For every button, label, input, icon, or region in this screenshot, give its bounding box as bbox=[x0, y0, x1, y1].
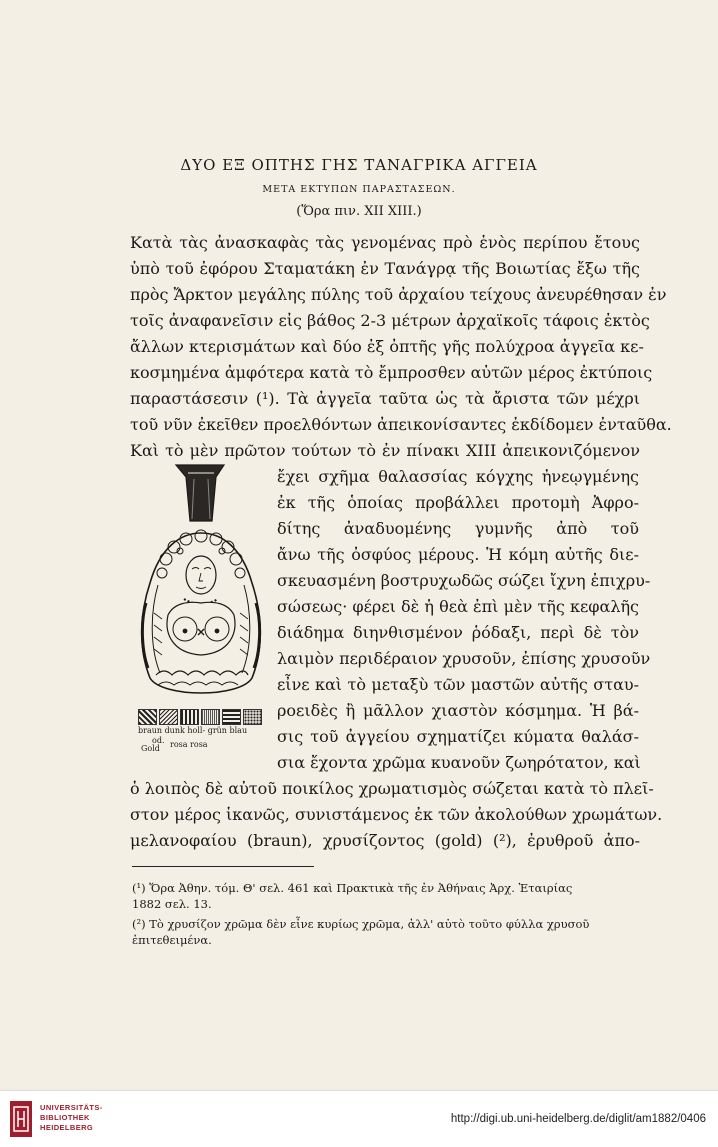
body-line: σκευασμένη βοστρυχωδῶς σώζει ἴχνη ἐπιχρυ- bbox=[277, 571, 651, 590]
body-line: παραστάσεσιν (¹). Τὰ ἀγγεῖα ταῦτα ὡς τὰ ἄριστα τῶν μέχρι bbox=[130, 389, 640, 408]
body-line: Καὶ τὸ μὲν πρῶτον τούτων τὸ ἐν πίνακι XIII ἀπεικονιζόμενον bbox=[130, 441, 640, 460]
library-name bbox=[40, 1103, 103, 1133]
library-name-line3: HEIDELBERG bbox=[40, 1123, 94, 1132]
body-line: μελανοφαίου (braun), χρυσίζοντος (gold) (²), ἐρυθροῦ ἀπο- bbox=[130, 831, 640, 850]
body-line: σις τοῦ ἀγγείου σχηματίζει κύματα θαλάσ- bbox=[277, 727, 639, 746]
swatch-label-top: braun dunk holl- grün blau bbox=[138, 726, 248, 735]
library-name-line1: UNIVERSITÄTS- bbox=[40, 1103, 103, 1112]
vase-illustration bbox=[132, 463, 270, 703]
footnote-1-cont: 1882 σελ. 13. bbox=[132, 897, 212, 911]
body-line: ὑπὸ τοῦ ἐφόρου Σταματάκη ἐν Τανάγρᾳ τῆς Βοιωτίας ἔξω τῆς bbox=[130, 259, 640, 278]
article-title: ΔΥΟ ΕΞ ΟΠΤΗΣ ΓΗΣ ΤΑΝΑΓΡΙΚΑ ΑΓΓΕΙΑ bbox=[180, 156, 538, 174]
swatch-label-rosa: rosa rosa bbox=[170, 740, 208, 749]
library-name-line2: BIBLIOTHEK bbox=[40, 1113, 90, 1122]
body-line: δίτης ἀναδυομένης γυμνῆς ἀπὸ τοῦ bbox=[277, 519, 639, 538]
swatch-gruen bbox=[222, 709, 241, 725]
body-line: σώσεως· φέρει δὲ ἡ θεὰ ἐπὶ μὲν τῆς κεφαλῆς bbox=[277, 597, 639, 616]
body-line: στον μέρος ἱκανῶς, συνιστάμενος ἐκ τῶν ἀκολούθων χρωμάτων. bbox=[130, 805, 663, 824]
body-line: σια ἔχοντα χρῶμα κυανοῦν ζωηρότατον, καὶ bbox=[277, 753, 641, 772]
footnote-2-cont: ἐπιτεθειμένα. bbox=[132, 933, 212, 947]
body-line: διάδημα διηνθισμένον ῥόδαξι, περὶ δὲ τὸν bbox=[277, 623, 639, 642]
footnote-divider bbox=[132, 866, 314, 867]
body-line: ἔχει σχῆμα θαλασσίας κόγχης ἠνεῳγμένης bbox=[277, 467, 639, 486]
article-subtitle: ΜΕΤΑ ΕΚΤΥΠΩΝ ΠΑΡΑΣΤΑΣΕΩΝ. bbox=[262, 184, 456, 195]
plate-reference: (Ὅρα πιν. XII XIII.) bbox=[296, 204, 422, 219]
body-line: Κατὰ τὰς ἀνασκαφὰς τὰς γενομένας πρὸ ἑνὸς περίπου ἔτους bbox=[130, 233, 640, 252]
body-line: ἄνω τῆς ὀσφύος μέρους. Ἡ κόμη αὐτῆς διε- bbox=[277, 545, 639, 564]
body-line: ἄλλων κτερισμάτων καὶ δύο ἐξ ὀπτῆς γῆς πολύχροα ἀγγεῖα κε- bbox=[130, 337, 644, 356]
body-line: τοῖς ἀναφανεῖσιν εἰς βάθος 2-3 μέτρων ἀρχαϊκοῖς τάφοις ἐκτὸς bbox=[130, 311, 650, 330]
source-url-link[interactable]: http://digi.ub.uni-heidelberg.de/diglit/am1882/0406 bbox=[450, 1113, 706, 1125]
swatch-dunkel bbox=[159, 709, 178, 725]
swatch-label-od: od. bbox=[152, 736, 165, 745]
body-line: ροειδὲς ἢ μᾶλλον χιαστὸν κόσμημα. Ἡ βά- bbox=[277, 701, 639, 720]
swatch-braun bbox=[138, 709, 157, 725]
body-line: λαιμὸν περιδέραιον χρυσοῦν, ἐπίσης χρυσοῦν bbox=[277, 649, 651, 668]
viewer-footer bbox=[0, 1090, 718, 1147]
body-line: κοσμημένα ἀμφότερα κατὰ τὸ ἔμπροσθεν αὐτῶν μέρος ἐκτύποις bbox=[130, 363, 653, 382]
footnote-2: (²) Τὸ χρυσίζον χρῶμα δὲν εἶνε κυρίως χρῶμα, ἀλλ' αὐτὸ τοῦτο φύλλα χρυσοῦ bbox=[132, 917, 590, 931]
footnote-1: (¹) Ὅρα Ἀθην. τόμ. Θ' σελ. 461 καὶ Πρακτικὰ τῆς ἐν Ἀθήναις Ἀρχ. Ἑταιρίας bbox=[132, 881, 573, 895]
body-line: τοῦ νῦν ἐκεῖθεν προελθόντων ἀπεικονίσαντες ἐκδίδομεν ἐνταῦθα. bbox=[130, 415, 672, 434]
body-line: πρὸς Ἄρκτον μεγάλης πύλης τοῦ ἀρχαίου τείχους ἀνευρέθησαν ἐν bbox=[130, 285, 667, 304]
color-legend bbox=[138, 709, 268, 725]
body-line: ἐκ τῆς ὁποίας προβάλλει προτομὴ Ἀφρο- bbox=[277, 493, 639, 512]
swatch-label-gold: Gold bbox=[141, 744, 160, 753]
body-line: εἶνε καὶ τὸ μεταξὺ τῶν μαστῶν αὐτῆς σταυ- bbox=[277, 675, 639, 694]
body-line: ὁ λοιπὸς δὲ αὐτοῦ ποικίλος χρωματισμὸς σώζεται κατὰ τὸ πλεῖ- bbox=[130, 779, 654, 798]
library-logo-icon bbox=[10, 1101, 32, 1137]
swatch-hell bbox=[180, 709, 199, 725]
swatch-blau bbox=[243, 709, 262, 725]
swatch-hell-2 bbox=[201, 709, 220, 725]
